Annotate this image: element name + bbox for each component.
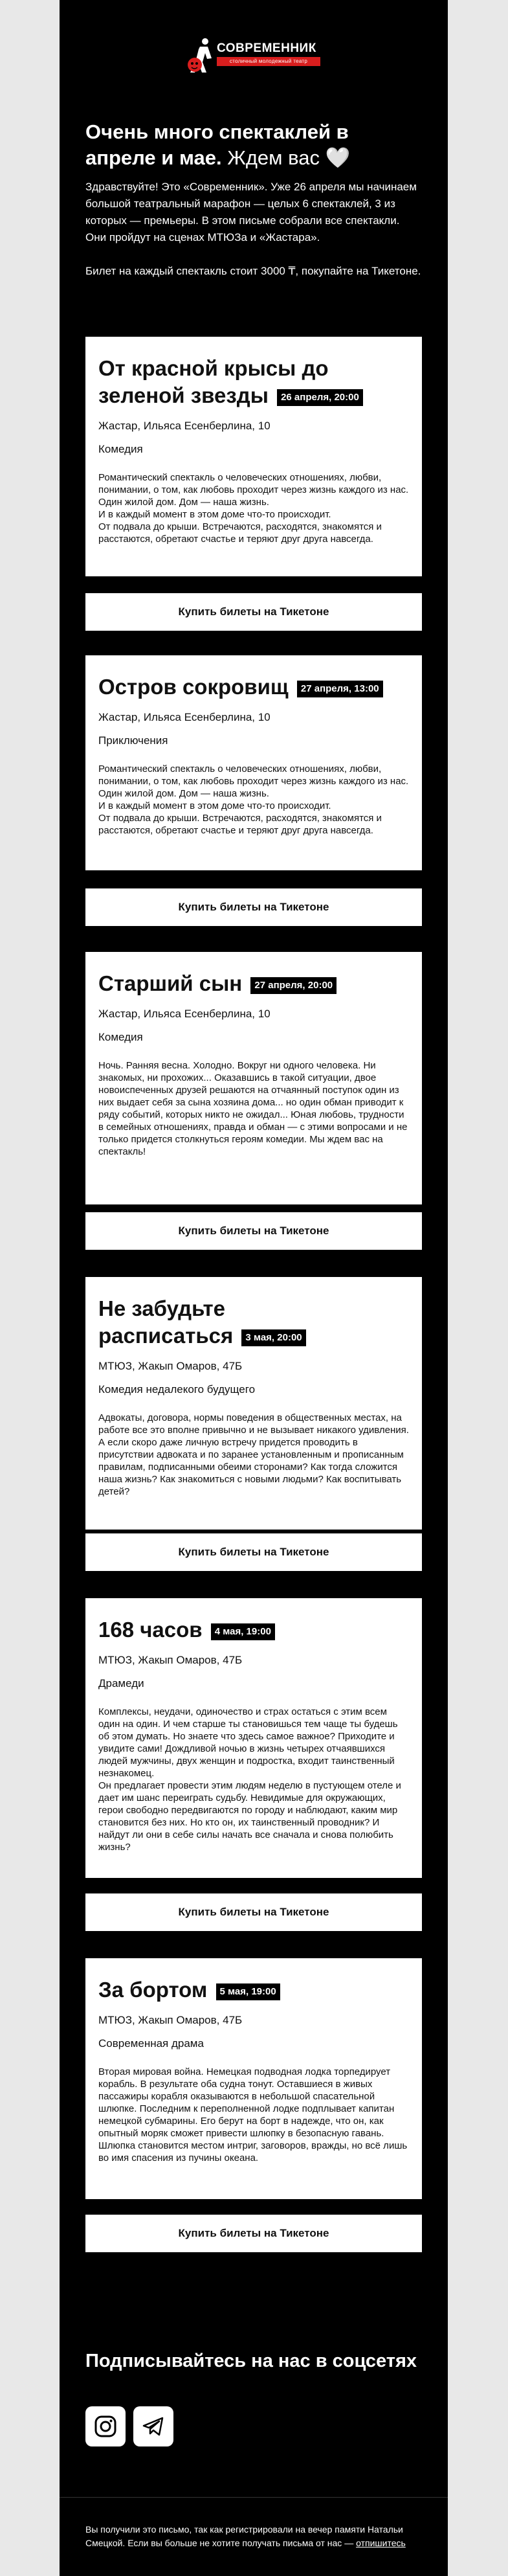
logo-subtitle: столичный молодежный театр: [217, 57, 320, 66]
show-card: [85, 655, 422, 870]
show-title-text: 168 часов: [98, 1618, 203, 1642]
show-description: Романтический спектакль о человеческих отношениях, любви, понимании, о том, как любовь проходит через жизнь каждого из нас. Один жилой дом. Дом — наша жизнь. И в каждый момент в этом доме что-то происходит. От подвала до крыши. Встречаются, расходятся, знакомятся и расстаются, обретают счастье и теряют друг друга навсегда.: [98, 472, 409, 545]
intro-title: [85, 119, 422, 171]
theatre-logo[interactable]: [186, 36, 323, 74]
social-title: Подписывайтесь на нас в соцсетях: [85, 2351, 417, 2371]
show-genre: Комедия: [98, 1031, 143, 1043]
show-date-badge: 4 мая, 19:00: [211, 1623, 275, 1640]
intro-title-light: Ждем вас 🤍: [227, 146, 351, 169]
show-card: [85, 337, 422, 576]
show-venue: Жастар, Ильяса Есенберлина, 10: [98, 420, 271, 432]
show-card: [85, 1958, 422, 2199]
show-date-badge: 5 мая, 19:00: [216, 1983, 280, 2000]
show-venue: Жастар, Ильяса Есенберлина, 10: [98, 1008, 271, 1020]
show-title: [98, 970, 409, 997]
buy-tickets-button[interactable]: Купить билеты на Тикетоне: [85, 1893, 422, 1931]
show-card: [85, 952, 422, 1204]
show-genre: Комедия недалекого будущего: [98, 1383, 256, 1395]
show-card: [85, 1598, 422, 1878]
show-genre: Драмеди: [98, 1677, 144, 1689]
show-title-text: Старший сын: [98, 971, 243, 995]
buy-tickets-button[interactable]: Купить билеты на Тикетоне: [85, 593, 422, 631]
show-title: [98, 355, 409, 409]
show-title-text: За бортом: [98, 1978, 208, 2002]
intro-section: [85, 119, 422, 280]
instagram-link[interactable]: [85, 2406, 126, 2446]
show-venue: Жастар, Ильяса Есенберлина, 10: [98, 711, 271, 723]
show-title-text: Не забудьте расписаться: [98, 1296, 234, 1348]
show-date-badge: 27 апреля, 13:00: [297, 681, 383, 697]
email-body: [60, 0, 448, 2576]
show-title: [98, 1976, 409, 2004]
show-genre: Приключения: [98, 734, 168, 747]
show-venue: МТЮЗ, Жакып Омаров, 47Б: [98, 1654, 243, 1666]
telegram-link[interactable]: [133, 2406, 173, 2446]
unsubscribe-link[interactable]: отпишитесь: [356, 2538, 406, 2548]
show-title: [98, 1616, 409, 1644]
show-venue: МТЮЗ, Жакып Омаров, 47Б: [98, 1360, 243, 1372]
show-genre: Современная драма: [98, 2037, 204, 2050]
theatre-mask-logo-icon: [186, 36, 215, 74]
show-description: Ночь. Ранняя весна. Холодно. Вокруг ни одного человека. Ни знакомых, ни прохожих... Оказавшись в такой ситуации, двое новоиспеченных друзей решаются на отчаянный поступок один из них выдает себя за сына хозяина дома... но один обман приводит к ряду событий, которых никто не ожидал... Юная любовь, трудности в семейных отношениях, правда и обман — с этими вопросами и не только придется столкнуться героям комедии. Мы ждем вас на спектакль!: [98, 1060, 408, 1157]
show-date-badge: 26 апреля, 20:00: [277, 389, 363, 406]
show-description: Комплексы, неудачи, одиночество и страх остаться с этим всем один на один. И чем старше ты становишься тем чаще ты будешь об этом думать. Но знаете что здесь самое важное? Приходите и увидите сами! Дождливой ночью в жизнь четырех отчаявшихся людей мужчины, двух женщин и подростка, входит таинственный незнакомец. Он предлагает провести этим людям неделю в пустующем отеле и дает им шанс переиграть судьбу. Невидимые для окружающих, герои свободно передвигаются по городу и наблюдают, каким мир становится без них. Но кто он, их таинственный проводник? И найдут ли они в себе силы начать все сначала и снова полюбить жизнь?: [98, 1706, 401, 1853]
telegram-icon: [142, 2415, 165, 2438]
show-description: Вторая мировая война. Немецкая подводная лодка торпедирует корабль. В результате оба судна тонут. Оставшиеся в живых пассажиры корабля оказываются в небольшой спасательной шлюпке. Последним к переполненной лодке подплывает капитан немецкой субмарины. Его берут на борт в надежде, что он, как опытный моряк сможет привести шлюпку в безопасную гавань. Шлюпка становится местом интриг, заговоров, вражды, но всё лишь во имя спасения из пучины океана.: [98, 2066, 408, 2164]
show-title-text: Остров сокровищ: [98, 675, 289, 699]
show-title-text: От красной крысы до зеленой звезды: [98, 356, 329, 407]
footer-divider: [60, 2497, 448, 2498]
intro-paragraph-2: Билет на каждый спектакль стоит 3000 ₸, покупайте на Тикетоне.: [85, 265, 421, 277]
show-description: Адвокаты, договора, нормы поведения в общественных местах, на работе все это вполне привычно и не вызывает никакого удивления. А если скоро даже личную встречу придется проводить в присутствии адвоката и по заранее установленным и прописанным правилам, подписанными обеими сторонами? Как тогда сложится наша жизнь? Как знакомиться с новыми людьми? Как воспитывать детей?: [98, 1412, 409, 1497]
buy-tickets-button[interactable]: Купить билеты на Тикетоне: [85, 888, 422, 926]
intro-paragraph-1: Здравствуйте! Это «Современник». Уже 26 апреля мы начинаем большой театральный марафон — целых 6 спектаклей, 3 из которых — премьеры. В этом письме собрали все спектакли. Они пройдут на сценах МТЮЗа и «Жастара».: [85, 181, 417, 243]
show-genre: Комедия: [98, 443, 143, 455]
show-date-badge: 27 апреля, 20:00: [250, 977, 337, 994]
show-description: Романтический спектакль о человеческих отношениях, любви, понимании, о том, как любовь проходит через жизнь каждого из нас. Один жилой дом. Дом — наша жизнь. И в каждый момент в этом доме что-то происходит. От подвала до крыши. Встречаются, расходятся, знакомятся и расстаются, обретают счастье и теряют друг друга навсегда.: [98, 763, 409, 836]
show-title: [98, 673, 409, 701]
show-venue: МТЮЗ, Жакып Омаров, 47Б: [98, 2014, 243, 2026]
buy-tickets-button[interactable]: Купить билеты на Тикетоне: [85, 1212, 422, 1250]
buy-tickets-button[interactable]: Купить билеты на Тикетоне: [85, 2215, 422, 2252]
buy-tickets-button[interactable]: Купить билеты на Тикетоне: [85, 1533, 422, 1571]
show-date-badge: 3 мая, 20:00: [241, 1329, 305, 1346]
footer-text: [85, 2523, 422, 2550]
logo-name: СОВРЕМЕННИК: [217, 41, 316, 55]
show-card: [85, 1277, 422, 1530]
instagram-icon: [94, 2415, 117, 2438]
intro-title-bold: Очень много спектаклей в апреле и мае.: [85, 120, 349, 169]
footer-notice: Вы получили это письмо, так как регистрировали на вечер памяти Натальи Смецкой. Если вы больше не хотите получать письма от нас —: [85, 2524, 403, 2548]
show-title: [98, 1295, 344, 1350]
